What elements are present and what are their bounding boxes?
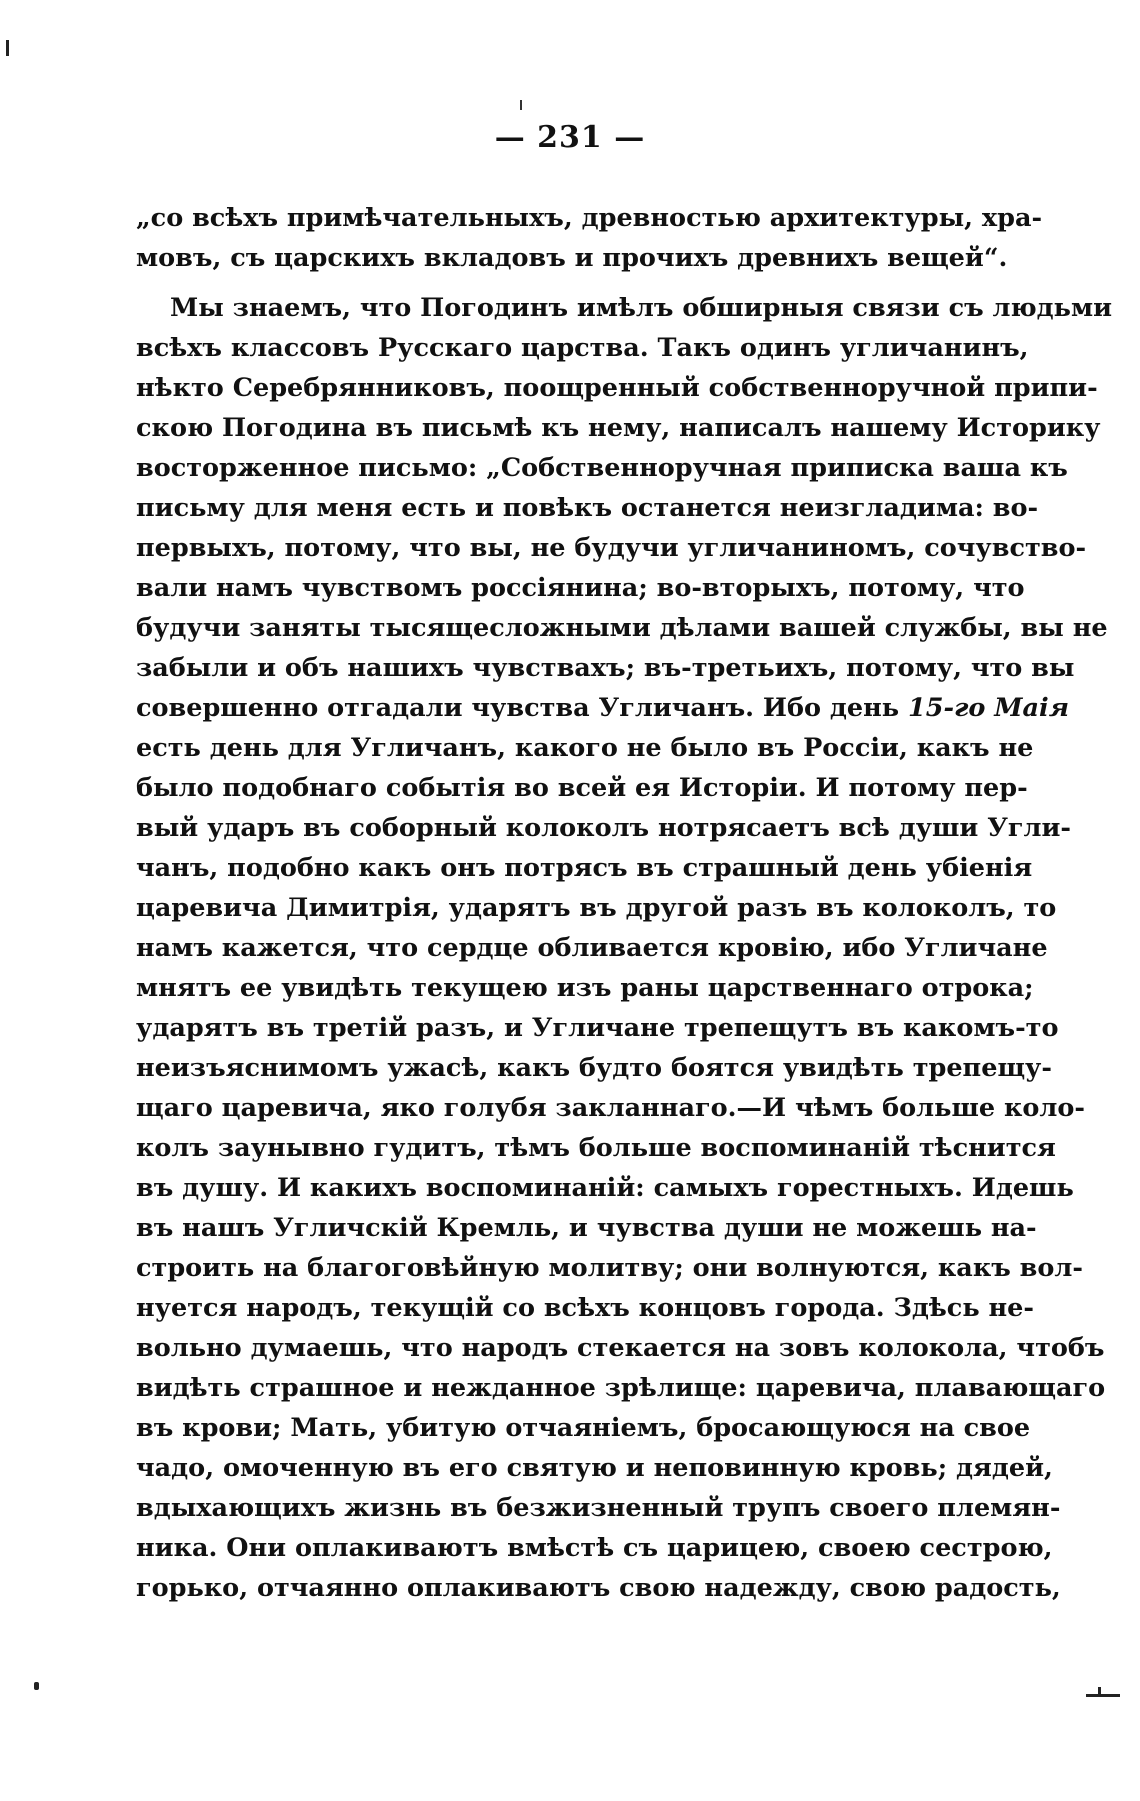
scan-mark-right-bottom — [1086, 1694, 1120, 1697]
text-line: вольно думаешь, что народъ стекается на зовъ колокола, чтобъ — [136, 1333, 1105, 1363]
scan-mark-top-tick — [520, 100, 522, 110]
text-line: всѣхъ классовъ Русскаго царства. Такъ одинъ угличанинъ, — [136, 333, 1029, 363]
date-emphasis: 15-го Маія — [908, 693, 1070, 723]
text-line: письму для меня есть и повѣкъ останется неизгладима: во- — [136, 493, 1039, 523]
scan-mark-left-bottom — [34, 1682, 39, 1690]
text-line: ника. Они оплакиваютъ вмѣстѣ съ царицею, своею сестрою, — [136, 1533, 1053, 1563]
body-text — [136, 198, 1113, 1608]
text-line-start: совершенно отгадали чувства Угличанъ. Ибо день — [136, 693, 900, 723]
text-line: неизъяснимомъ ужасѣ, какъ будто боятся увидѣть трепещу- — [136, 1053, 1052, 1083]
text-line: мнятъ ее увидѣть текущею изъ раны царственнаго отрока; — [136, 973, 1034, 1003]
text-line: въ нашъ Угличскій Кремль, и чувства души не можешь на- — [136, 1213, 1037, 1243]
paragraph-gap — [136, 278, 976, 288]
scan-mark-left-top — [6, 40, 9, 56]
text-line: щаго царевича, яко голубя закланнаго.—И чѣмъ больше коло- — [136, 1093, 1085, 1123]
text-line: будучи заняты тысящесложными дѣлами вашей службы, вы не — [136, 613, 1108, 643]
text-line: ударятъ въ третій разъ, и Угличане трепещутъ въ какомъ-то — [136, 1013, 1059, 1043]
text-line: царевича Димитрія, ударятъ въ другой разъ въ колоколъ, то — [136, 893, 1057, 923]
text-line: восторженное письмо: „Собственноручная приписка ваша къ — [136, 453, 1068, 483]
text-line: забыли и объ нашихъ чувствахъ; въ-третьихъ, потому, что вы — [136, 653, 1075, 683]
text-line: вали намъ чувствомъ россіянина; во-вторыхъ, потому, что — [136, 573, 1025, 603]
text-line: мовъ, съ царскихъ вкладовъ и прочихъ древнихъ вещей“. — [136, 243, 1008, 273]
text-line: строить на благоговѣйную молитву; они волнуются, какъ вол- — [136, 1253, 1083, 1283]
text-line: въ душу. И какихъ воспоминаній: самыхъ горестныхъ. Идешь — [136, 1173, 1074, 1203]
text-line: скою Погодина въ письмѣ къ нему, написалъ нашему Историку — [136, 413, 1101, 443]
text-line: вдыхающихъ жизнь въ безжизненный трупъ своего племян- — [136, 1493, 1061, 1523]
page-number: — 231 — — [494, 120, 646, 155]
text-line: нуется народъ, текущій со всѣхъ концовъ города. Здѣсь не- — [136, 1293, 1034, 1323]
text-line: Мы знаемъ, что Погодинъ имѣлъ обширныя связи съ людьми — [170, 293, 1113, 323]
text-line: вый ударъ въ соборный колоколъ нотрясаетъ всѣ души Угли- — [136, 813, 1072, 843]
text-line-with-date — [136, 688, 1070, 728]
text-line: нѣкто Серебрянниковъ, поощренный собственноручной припи- — [136, 373, 1098, 403]
text-line: первыхъ, потому, что вы, не будучи угличаниномъ, сочувство- — [136, 533, 1087, 563]
text-line: чанъ, подобно какъ онъ потрясъ въ страшный день убіенія — [136, 853, 1033, 883]
text-line: чадо, омоченную въ его святую и неповинную кровь; дядей, — [136, 1453, 1053, 1483]
text-line: въ крови; Мать, убитую отчаяніемъ, бросающуюся на свое — [136, 1413, 1031, 1443]
text-line: есть день для Угличанъ, какого не было въ Россіи, какъ не — [136, 733, 1034, 763]
text-line: было подобнаго событія во всей ея Исторіи. И потому пер- — [136, 773, 1028, 803]
text-line: видѣть страшное и нежданное зрѣлище: царевича, плавающаго — [136, 1373, 1106, 1403]
text-line: намъ кажется, что сердце обливается кровію, ибо Угличане — [136, 933, 1048, 963]
text-line: „со всѣхъ примѣчательныхъ, древностью архитектуры, хра- — [136, 203, 1043, 233]
text-line: колъ заунывно гудитъ, тѣмъ больше воспоминаній тѣснится — [136, 1133, 1056, 1163]
text-line: горько, отчаянно оплакиваютъ свою надежду, свою радость, — [136, 1573, 1061, 1603]
